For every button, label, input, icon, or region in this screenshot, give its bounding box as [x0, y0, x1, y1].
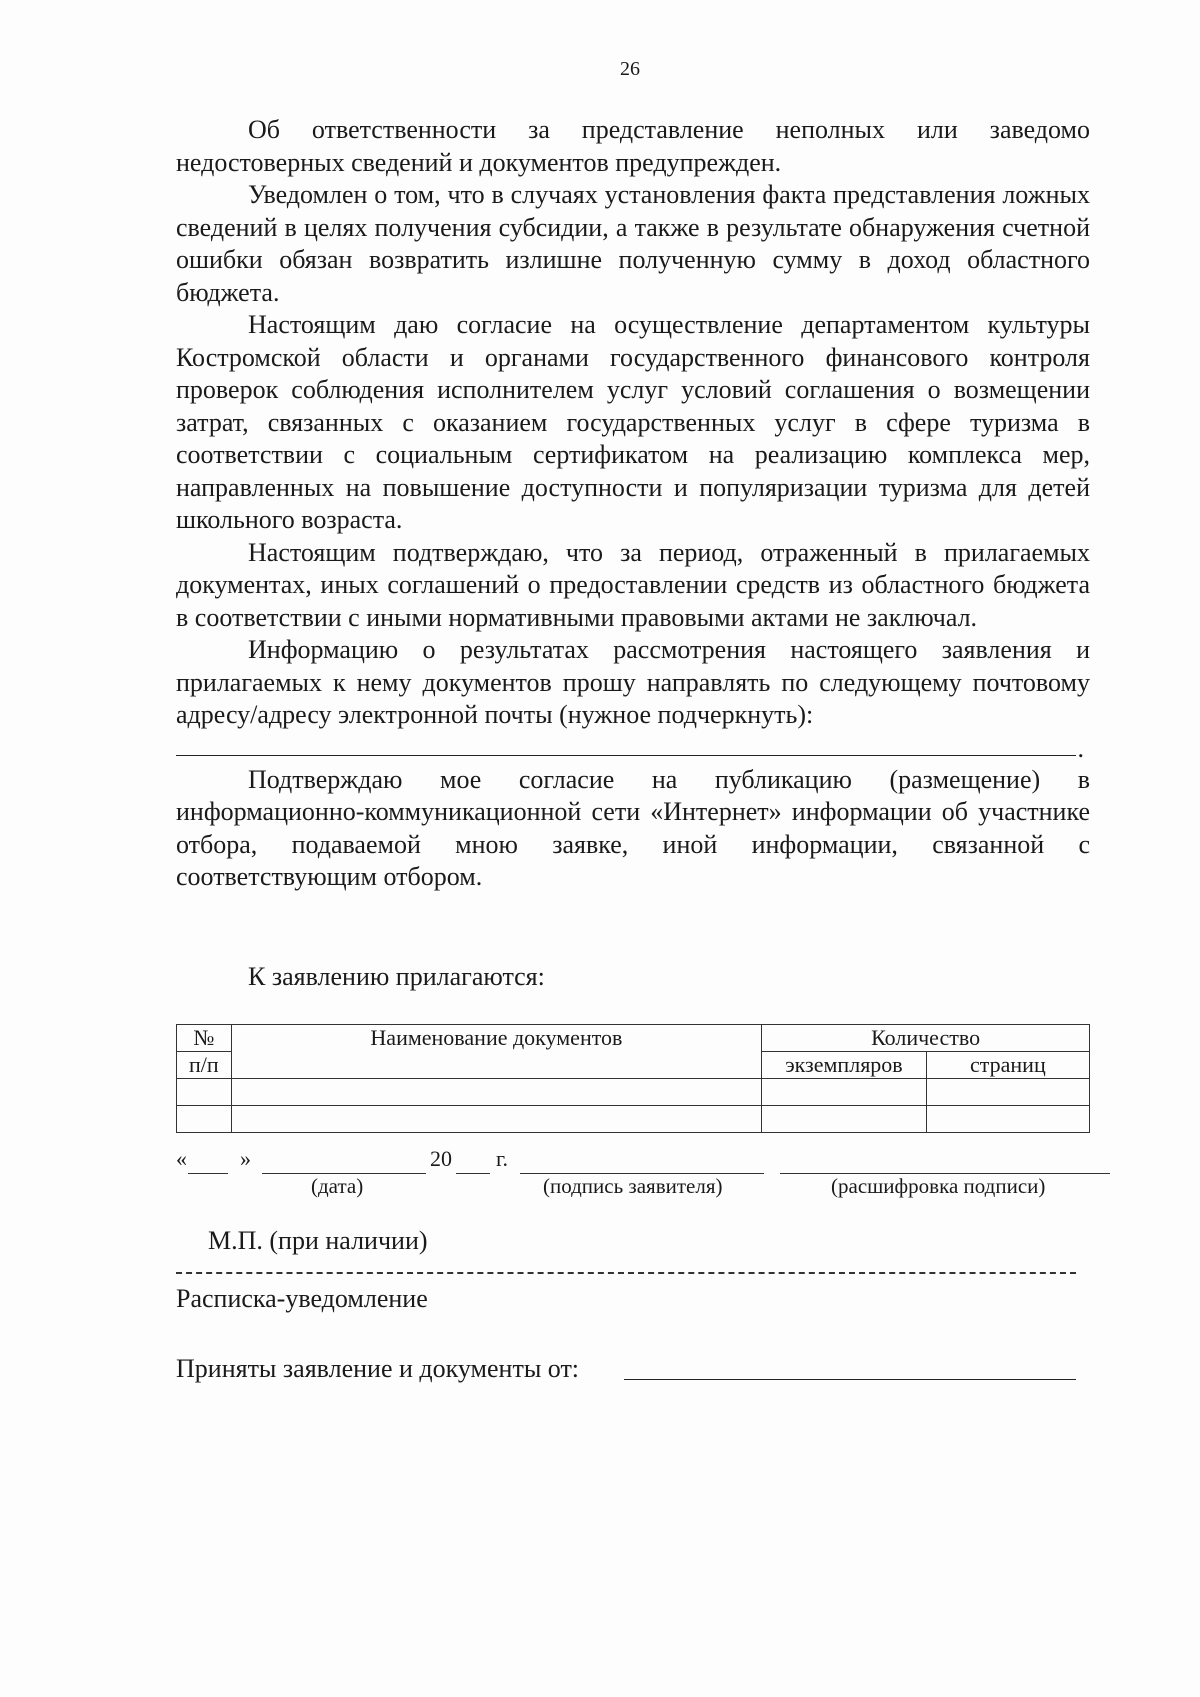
received-from-row — [176, 1350, 1076, 1384]
table-cell[interactable] — [926, 1079, 1089, 1106]
cut-line — [176, 1272, 1076, 1274]
date-quote-open: « — [176, 1146, 187, 1171]
table-cell[interactable] — [762, 1079, 927, 1106]
signature-captions — [176, 1174, 1110, 1200]
header-pages: страниц — [926, 1052, 1089, 1079]
received-from-field[interactable] — [624, 1379, 1076, 1380]
year-suffix: г. — [496, 1146, 509, 1171]
date-quote-close: » — [240, 1146, 251, 1171]
header-copies: экземпляров — [762, 1052, 927, 1079]
table-row — [177, 1106, 1090, 1133]
paragraph-notification: Уведомлен о том, что в случаях установления факта представления ложных сведений в целях получения субсидии, а также в результате обнаружения счетной ошибки обязан возвратить излишне полученную сумму в доход областного бюджета. — [176, 180, 1090, 307]
signature-row — [176, 1144, 1110, 1174]
address-line-end: . — [1077, 733, 1084, 763]
header-quantity: Количество — [762, 1025, 1090, 1052]
header-num-bottom: п/п — [177, 1052, 232, 1079]
caption-decoding: (расшифровка подписи) — [831, 1174, 1046, 1198]
address-underline — [176, 755, 1076, 756]
received-from-label: Приняты заявление и документы от: — [176, 1354, 580, 1383]
receipt-title: Расписка-уведомление — [176, 1284, 428, 1313]
table-cell[interactable] — [177, 1106, 232, 1133]
paragraph-no-other-agreements: Настоящим подтверждаю, что за период, отраженный в прилагаемых документах, иных соглашений о предоставлении средств из областного бюджета в соответствии с иными нормативными правовыми актами не заключал. — [176, 537, 1090, 632]
table-row — [177, 1079, 1090, 1106]
paragraph-liability: Об ответственности за представление неполных или заведомо недостоверных сведений и документов предупрежден. — [176, 115, 1090, 177]
body-text — [176, 114, 1090, 894]
paragraph-contact-request: Информацию о результатах рассмотрения настоящего заявления и прилагаемых к нему документов прошу направлять по следующему почтовому адресу/адресу электронной почты (нужное подчеркнуть): — [176, 635, 1090, 729]
year-prefix: 20 — [430, 1146, 452, 1171]
attachments-heading: К заявлению прилагаются: — [248, 962, 545, 991]
table-cell[interactable] — [926, 1106, 1089, 1133]
caption-date: (дата) — [311, 1174, 364, 1198]
table-cell[interactable] — [177, 1079, 232, 1106]
page-number: 26 — [620, 58, 640, 80]
address-field[interactable] — [176, 732, 1090, 764]
table-cell[interactable] — [231, 1106, 761, 1133]
stamp-place: М.П. (при наличии) — [208, 1226, 428, 1255]
table-cell[interactable] — [231, 1079, 761, 1106]
paragraph-consent-checks: Настоящим даю согласие на осуществление департаментом культуры Костромской области и органами государственного финансового контроля проверок соблюдения исполнителем услуг условий соглашения о возмещении затрат, связанных с оказанием государственных услуг в сфере туризма в соответствии с социальным сертификатом на реализацию комплекса мер, направленных на повышение доступности и популяризации туризма для детей школьного возраста. — [176, 310, 1090, 534]
table-cell[interactable] — [762, 1106, 927, 1133]
header-num-top: № — [177, 1025, 232, 1052]
caption-signature: (подпись заявителя) — [543, 1174, 723, 1198]
header-doc-name: Наименование документов — [231, 1025, 761, 1079]
attachments-table — [176, 1024, 1090, 1133]
paragraph-publication-consent: Подтверждаю мое согласие на публикацию (размещение) в информационно-коммуникационной сети «Интернет» информации об участнике отбора, подаваемой мною заявке, иной информации, связанной с соответствующим отбором. — [176, 764, 1090, 891]
table-header-row — [177, 1025, 1090, 1052]
